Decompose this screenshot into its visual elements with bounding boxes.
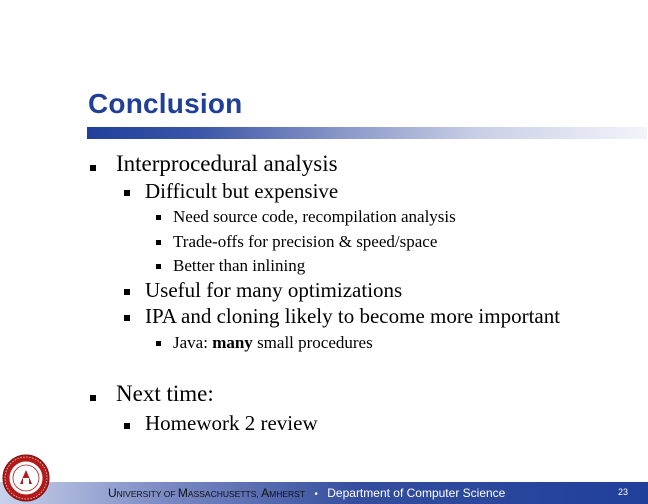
java-suffix: small procedures — [252, 333, 373, 352]
page-number: 23 — [617, 487, 628, 497]
bullet-trade-offs: Trade-offs for precision & speed/space — [173, 232, 438, 251]
bullet-better-than-inlining: Better than inlining — [173, 256, 306, 275]
bullet-homework-2-review: Homework 2 review — [145, 411, 318, 435]
footer-a: A — [261, 486, 270, 500]
bullet-useful-for-optimizations: Useful for many optimizations — [145, 278, 403, 302]
footer-university-part3: MHERST — [269, 489, 306, 499]
square-bullet-icon — [156, 215, 161, 220]
title-underline — [87, 127, 647, 139]
footer-m: M — [177, 486, 188, 500]
bullet-java-many-small-procedures — [173, 333, 373, 353]
square-bullet-icon — [124, 315, 130, 321]
slide-title: Conclusion — [88, 88, 243, 119]
footer-university-part1: NIVERSITY OF — [116, 489, 178, 499]
bullet-next-time: Next time: — [116, 381, 214, 406]
footer-university — [108, 486, 505, 500]
footer-separator: • — [314, 489, 318, 500]
square-bullet-icon — [124, 289, 130, 295]
java-many-emphasis: many — [212, 333, 253, 352]
umass-seal-icon — [2, 454, 50, 502]
square-bullet-icon — [156, 264, 161, 269]
footer-university-part2: ASSACHUSETTS, — [187, 489, 262, 499]
square-bullet-icon — [156, 341, 161, 346]
footer-department: Department of Computer Science — [327, 486, 506, 500]
bullet-difficult-but-expensive: Difficult but expensive — [145, 179, 339, 203]
square-bullet-icon — [156, 240, 161, 245]
square-bullet-icon — [124, 423, 130, 429]
java-prefix: Java: — [173, 333, 213, 352]
bullet-ipa-and-cloning: IPA and cloning likely to become more important — [145, 304, 561, 328]
bullet-need-source-code: Need source code, recompilation analysis — [173, 207, 456, 226]
square-bullet-icon — [90, 165, 96, 171]
bullet-interprocedural-analysis: Interprocedural analysis — [116, 151, 338, 176]
square-bullet-icon — [90, 395, 96, 401]
square-bullet-icon — [124, 190, 130, 196]
footer-u: U — [108, 486, 117, 500]
